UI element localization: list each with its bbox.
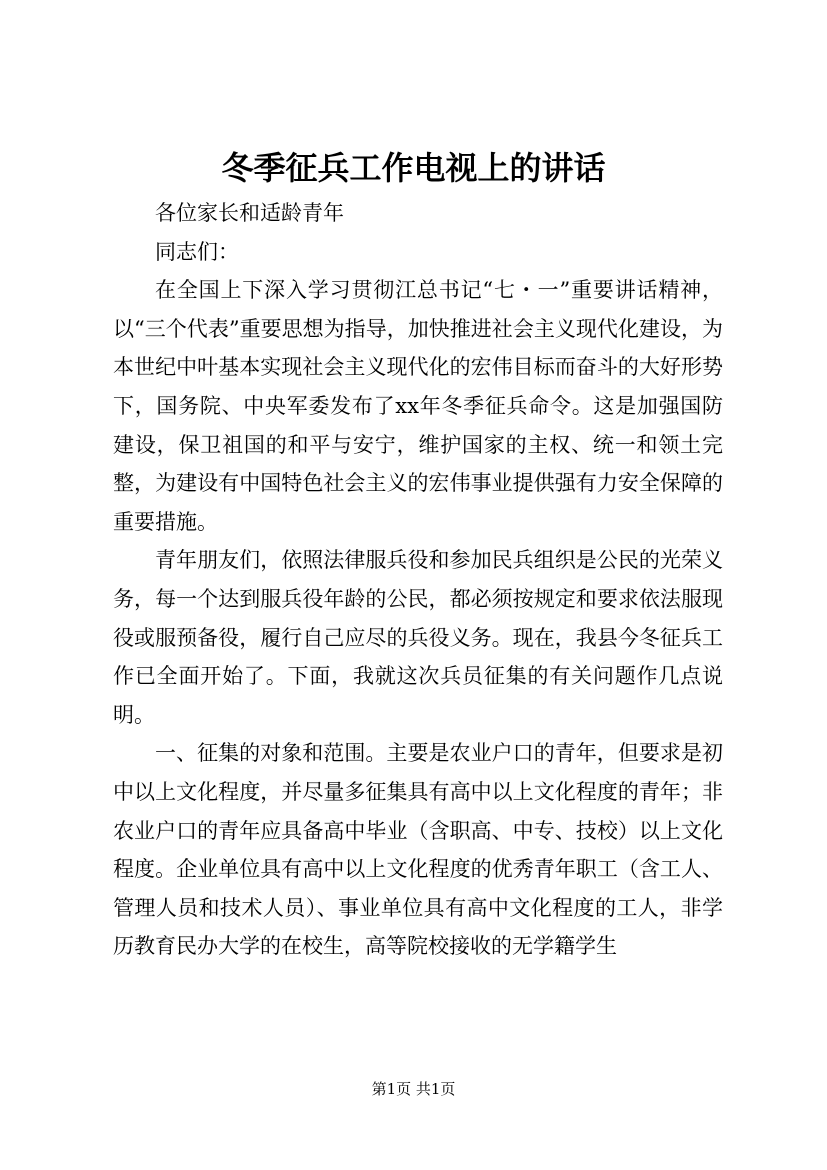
document-body	[113, 194, 723, 966]
body-paragraph: 一、征集的对象和范围。主要是农业户口的青年，但要求是初中以上文化程度，并尽量多征集具有高中以上文化程度的青年；非农业户口的青年应具备高中毕业（含职高、中专、技校）以上文化程度。企业单位具有高中以上文化程度的优秀青年职工（含工人、管理人员和技术人员）、事业单位具有高中文化程度的工人，非学历教育民办大学的在校生，高等院校接收的无学籍学生	[113, 741, 723, 959]
document-title: 冬季征兵工作电视上的讲话	[221, 149, 606, 187]
page-number-footer: 第1页 共1页	[371, 1080, 456, 1098]
body-paragraph: 青年朋友们，依照法律服兵役和参加民兵组织是公民的光荣义务，每一个达到服兵役年龄的公民，都必须按规定和要求依法服现役或服预备役，履行自己应尽的兵役义务。现在，我县今冬征兵工作已全面开始了。下面，我就这次兵员征集的有关问题作几点说明。	[113, 548, 723, 727]
salutation-line: 同志们：	[155, 239, 239, 264]
body-paragraph: 在全国上下深入学习贯彻江总书记“七・一”重要讲话精神，以“三个代表”重要思想为指导，加快推进社会主义现代化建设，为本世纪中叶基本实现社会主义现代化的宏伟目标而奋斗的大好形势下，国务院、中央军委发布了xx年冬季征兵命令。这是加强国防建设，保卫祖国的和平与安宁，维护国家的主权、统一和领土完整，为建设有中国特色社会主义的宏伟事业提供强有力安全保障的重要措施。	[113, 278, 723, 534]
salutation-line: 各位家长和适龄青年	[155, 201, 344, 225]
